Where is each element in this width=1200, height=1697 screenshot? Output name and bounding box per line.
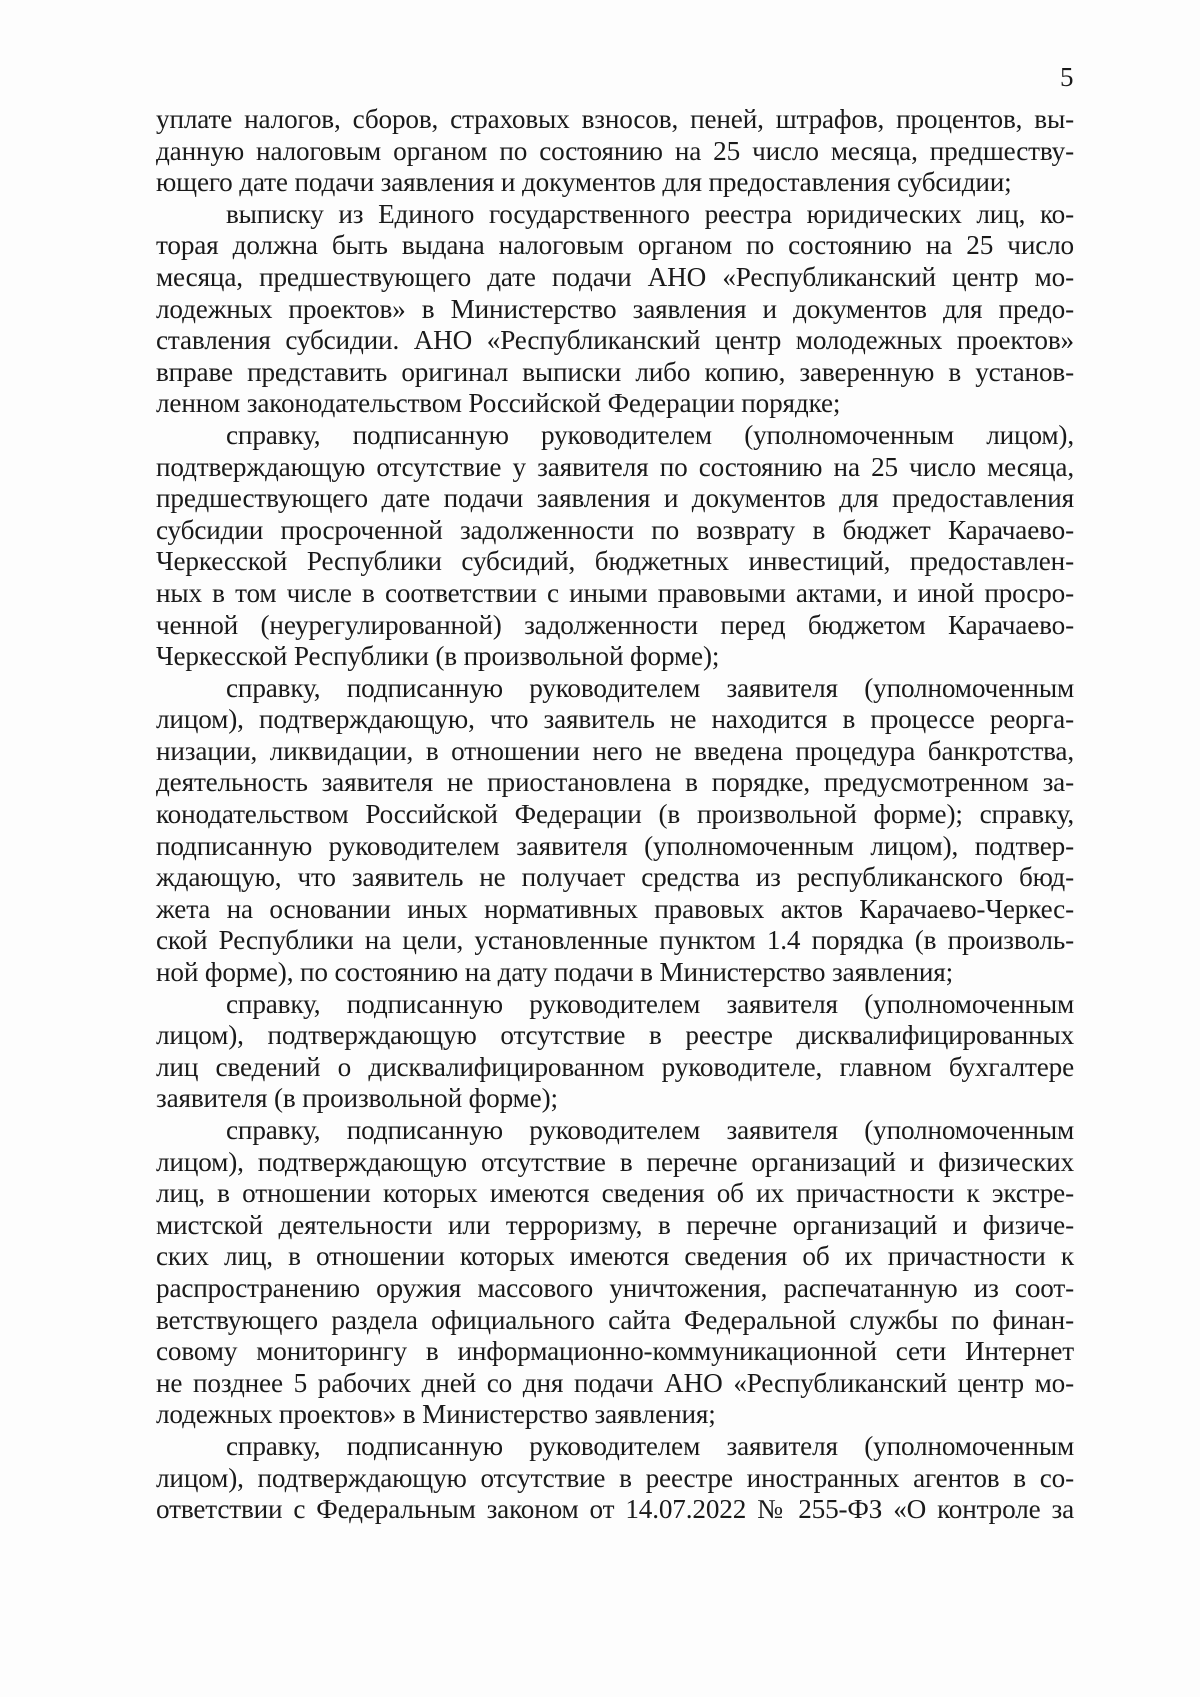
text-line: справку, подписанную руководителем заявителя (уполномоченным bbox=[226, 672, 1074, 703]
text-line: лицом), подтверждающую отсутствие в перечне организаций и физических bbox=[156, 1146, 1074, 1177]
text-line: данную налоговым органом по состоянию на 25 число месяца, предшеству- bbox=[156, 135, 1074, 166]
text-line: предшествующего дате подачи заявления и документов для предоставления bbox=[156, 483, 1074, 514]
text-line: ждающую, что заявитель не получает средства из республиканского бюд- bbox=[156, 862, 1074, 893]
text-line: ских лиц, в отношении которых имеются сведения об их причастности к bbox=[156, 1241, 1074, 1272]
text-line: ской Республики на цели, установленные пунктом 1.4 порядка (в произволь- bbox=[156, 925, 1074, 956]
text-line: выписку из Единого государственного реестра юридических лиц, ко- bbox=[226, 198, 1074, 229]
text-line: ющего дате подачи заявления и документов для предоставления субсидии; bbox=[156, 167, 1012, 198]
text-line: заявителя (в произвольной форме); bbox=[156, 1083, 558, 1114]
text-line: ной форме), по состоянию на дату подачи в Министерство заявления; bbox=[156, 957, 954, 988]
text-line: справку, подписанную руководителем (уполномоченным лицом), bbox=[226, 419, 1074, 450]
text-line: низации, ликвидации, в отношении него не введена процедура банкротства, bbox=[156, 735, 1074, 766]
text-line: лодежных проектов» в Министерство заявления; bbox=[156, 1399, 716, 1430]
text-line: мистской деятельности или терроризму, в перечне организаций и физиче- bbox=[156, 1209, 1074, 1240]
text-line: справку, подписанную руководителем заявителя (уполномоченным bbox=[226, 1430, 1074, 1461]
text-line: жета на основании иных нормативных правовых актов Карачаево-Черкес- bbox=[156, 893, 1074, 924]
text-line: ленном законодательством Российской Федерации порядке; bbox=[156, 388, 841, 419]
text-line: справку, подписанную руководителем заявителя (уполномоченным bbox=[226, 1115, 1074, 1145]
text-line: Черкесской Республики субсидий, бюджетных инвестиций, предоставлен- bbox=[156, 546, 1074, 577]
page-number: 5 bbox=[1060, 62, 1074, 92]
text-line: лиц, в отношении которых имеются сведения об их причастности к экстре- bbox=[156, 1178, 1074, 1209]
text-line: подтверждающую отсутствие у заявителя по состоянию на 25 число месяца, bbox=[156, 451, 1074, 482]
text-line: ответствии с Федеральным законом от 14.07.2022 № 255-ФЗ «О контроле за bbox=[156, 1494, 1074, 1525]
text-line: субсидии просроченной задолженности по возврату в бюджет Карачаево- bbox=[156, 514, 1074, 545]
text-line: вправе представить оригинал выписки либо копию, заверенную в установ- bbox=[156, 356, 1074, 387]
text-line: ных в том числе в соответствии с иными правовыми актами, и иной просро- bbox=[156, 577, 1074, 608]
text-line: ченной (неурегулированной) задолженности перед бюджетом Карачаево- bbox=[156, 609, 1074, 640]
text-line: не позднее 5 рабочих дней со дня подачи АНО «Республиканский центр мо- bbox=[156, 1367, 1074, 1398]
text-line: лодежных проектов» в Министерство заявления и документов для предо- bbox=[156, 293, 1074, 324]
text-line: лицом), подтверждающую отсутствие в реестре иностранных агентов в со- bbox=[156, 1462, 1074, 1493]
text-line: уплате налогов, сборов, страховых взносов, пеней, штрафов, процентов, вы- bbox=[156, 104, 1074, 134]
text-line: распространению оружия массового уничтожения, распечатанную из соот- bbox=[156, 1272, 1074, 1303]
text-line: месяца, предшествующего дате подачи АНО «Республиканский центр мо- bbox=[156, 261, 1074, 292]
text-line: Черкесской Республики (в произвольной форме); bbox=[156, 641, 720, 672]
text-line: подписанную руководителем заявителя (уполномоченным лицом), подтвер- bbox=[156, 830, 1074, 861]
text-line: ветствующего раздела официального сайта Федеральной службы по финан- bbox=[156, 1304, 1074, 1335]
text-line: лиц сведений о дисквалифицированном руководителе, главном бухгалтере bbox=[156, 1051, 1074, 1082]
text-line: лицом), подтверждающую отсутствие в реестре дисквалифицированных bbox=[156, 1020, 1074, 1051]
document-body bbox=[156, 104, 1074, 1526]
text-line: торая должна быть выдана налоговым органом по состоянию на 25 число bbox=[156, 230, 1074, 261]
text-line: ставления субсидии. АНО «Республиканский центр молодежных проектов» bbox=[156, 325, 1074, 356]
text-line: справку, подписанную руководителем заявителя (уполномоченным bbox=[226, 988, 1074, 1019]
text-line: конодательством Российской Федерации (в произвольной форме); справку, bbox=[156, 799, 1074, 830]
text-line: совому мониторингу в информационно-коммуникационной сети Интернет bbox=[156, 1336, 1074, 1367]
text-line: лицом), подтверждающую, что заявитель не находится в процессе реорга- bbox=[156, 704, 1074, 735]
text-line: деятельность заявителя не приостановлена в порядке, предусмотренном за- bbox=[156, 767, 1074, 798]
